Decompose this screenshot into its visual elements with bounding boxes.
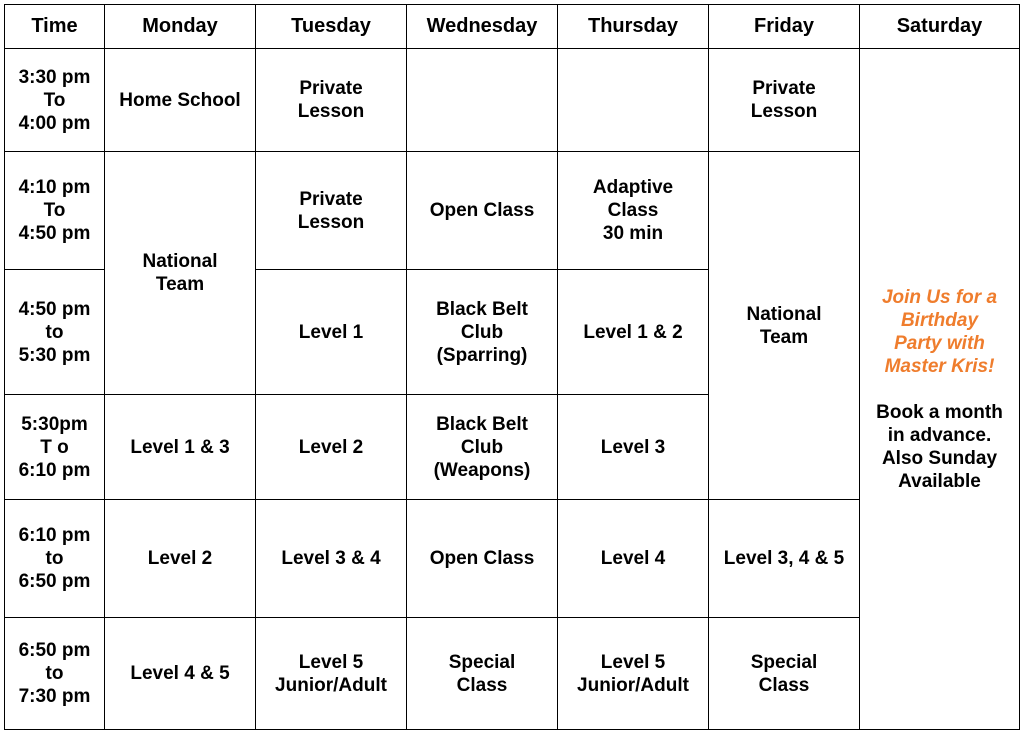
class-cell: Level 3, 4 & 5 — [709, 500, 860, 618]
birthday-promo: Join Us for a Birthday Party with Master Kris! — [881, 286, 998, 377]
table-row — [5, 49, 1020, 152]
time-slot: 6:10 pm to 6:50 pm — [5, 500, 105, 618]
class-cell: Special Class — [709, 618, 860, 730]
class-cell: Level 2 — [256, 395, 407, 500]
header-time: Time — [5, 5, 105, 49]
header-tuesday: Tuesday — [256, 5, 407, 49]
time-slot: 6:50 pm to 7:30 pm — [5, 618, 105, 730]
class-cell: Black Belt Club (Weapons) — [407, 395, 558, 500]
time-slot: 3:30 pm To 4:00 pm — [5, 49, 105, 152]
class-cell: Level 3 — [558, 395, 709, 500]
time-slot: 4:50 pm to 5:30 pm — [5, 270, 105, 395]
header-wednesday: Wednesday — [407, 5, 558, 49]
class-cell: Level 5 Junior/Adult — [256, 618, 407, 730]
header-saturday: Saturday — [860, 5, 1020, 49]
class-cell — [407, 49, 558, 152]
birthday-note: Book a month in advance. Also Sunday Available — [876, 401, 1003, 492]
class-cell: Private Lesson — [256, 152, 407, 270]
class-cell: Private Lesson — [256, 49, 407, 152]
time-slot: 4:10 pm To 4:50 pm — [5, 152, 105, 270]
class-cell: Level 4 — [558, 500, 709, 618]
header-thursday: Thursday — [558, 5, 709, 49]
class-cell: Open Class — [407, 152, 558, 270]
class-cell: Level 2 — [105, 500, 256, 618]
class-schedule-table — [4, 4, 1020, 730]
class-cell: Level 5 Junior/Adult — [558, 618, 709, 730]
header-row — [5, 5, 1020, 49]
class-cell: Black Belt Club (Sparring) — [407, 270, 558, 395]
class-cell: Level 1 & 3 — [105, 395, 256, 500]
class-cell: Private Lesson — [709, 49, 860, 152]
header-monday: Monday — [105, 5, 256, 49]
class-cell: Level 3 & 4 — [256, 500, 407, 618]
class-cell: Open Class — [407, 500, 558, 618]
class-cell: Adaptive Class 30 min — [558, 152, 709, 270]
class-cell: Level 1 — [256, 270, 407, 395]
time-slot: 5:30pm T o 6:10 pm — [5, 395, 105, 500]
class-cell: Level 4 & 5 — [105, 618, 256, 730]
saturday-birthday-cell — [860, 49, 1020, 730]
class-cell: National Team — [709, 152, 860, 500]
class-cell: National Team — [105, 152, 256, 395]
class-cell: Level 1 & 2 — [558, 270, 709, 395]
header-friday: Friday — [709, 5, 860, 49]
class-cell — [558, 49, 709, 152]
class-cell: Home School — [105, 49, 256, 152]
class-cell: Special Class — [407, 618, 558, 730]
